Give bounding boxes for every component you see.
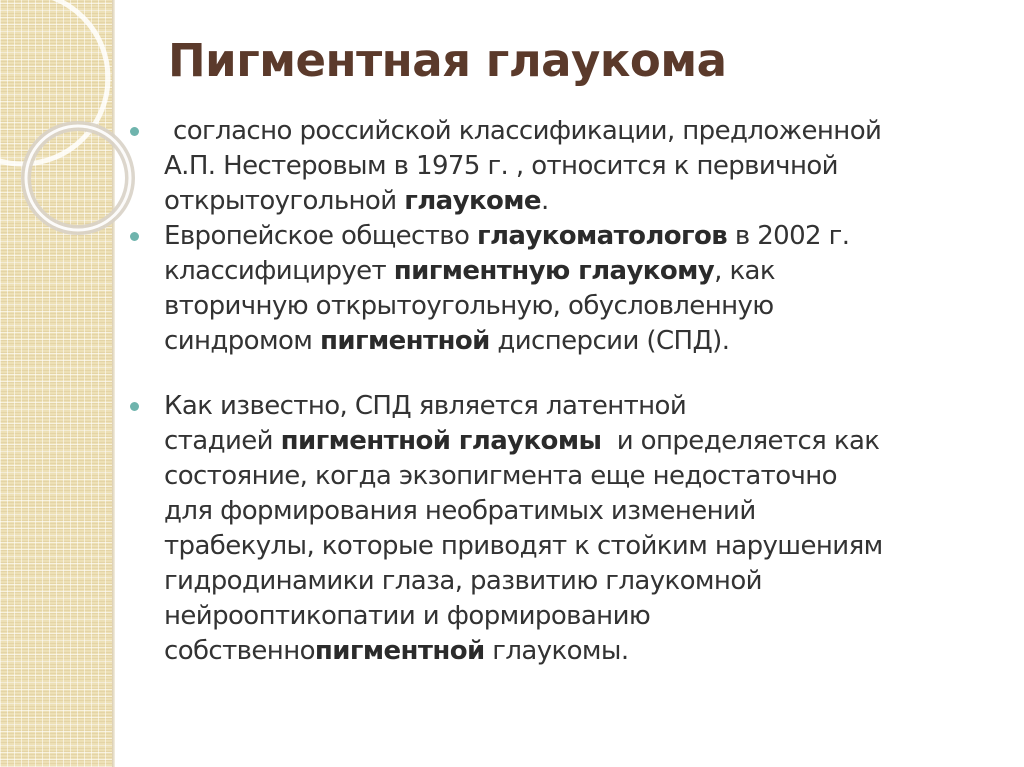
text-fragment: гидродинамики глаза, развитию глаукомной (164, 566, 762, 596)
text-fragment: согласно российской классификации, предложенной (173, 116, 882, 146)
text-fragment: состояние, когда экзопигмента еще недостаточно (164, 461, 837, 491)
bullet-line (164, 529, 1010, 564)
bullet-line (164, 149, 1010, 184)
text-fragment: открытоугольной (164, 186, 405, 216)
bold-term: пигментной (319, 326, 490, 356)
bullet-line (164, 254, 1010, 289)
text-fragment: классифицирует (164, 256, 394, 286)
text-fragment: А.П. Нестеровым в 1975 г. , относится к первичной (164, 151, 838, 181)
bullet-marker (130, 402, 139, 411)
text-fragment: Европейское общество (164, 221, 477, 251)
bullet-line (164, 634, 1010, 669)
text-fragment: дисперсии (СПД). (489, 326, 730, 356)
text-fragment: Как известно, СПД является латентной (164, 391, 687, 421)
text-fragment: стадией (164, 426, 281, 456)
bullet-marker (130, 232, 139, 241)
text-fragment: собственно (164, 636, 315, 666)
bullet-line (164, 184, 1010, 219)
text-fragment: синдромом (164, 326, 320, 356)
text-fragment: , как (714, 256, 775, 286)
large-decorative-circle (0, 0, 108, 164)
slide-content (130, 114, 1010, 669)
bullet-line (164, 219, 1010, 254)
bold-term: глаукоматологов (476, 221, 728, 251)
text-fragment: нейрооптикопатии и формированию (164, 601, 651, 631)
text-fragment: . (540, 186, 549, 216)
bullet-line (164, 324, 1010, 359)
bold-term: пигментную глаукому (393, 256, 715, 286)
bold-term: глаукоме (404, 186, 541, 216)
bold-term: пигментной (314, 636, 485, 666)
text-fragment: в 2002 г. (727, 221, 850, 251)
bullet-line (164, 389, 1010, 424)
text-fragment: трабекулы, которые приводят к стойким нарушениям (164, 531, 883, 561)
slide-title: Пигментная глаукома (168, 34, 727, 87)
decorative-circles (0, 0, 140, 767)
bullet-line (164, 459, 1010, 494)
bullet-line (164, 424, 1010, 459)
bullet-line (164, 494, 1010, 529)
bullet-line (164, 599, 1010, 634)
bullet-classification-russian (130, 114, 1010, 219)
bullet-line (164, 564, 1010, 599)
bullet-classification-european (130, 219, 1010, 359)
bullet-line (164, 289, 1010, 324)
text-fragment: и определяется как (601, 426, 880, 456)
bullet-marker (130, 127, 139, 136)
bullet-spd-latent-stage (130, 389, 1010, 669)
text-fragment: глаукомы. (484, 636, 629, 666)
text-fragment: вторичную открытоугольную, обусловленную (164, 291, 774, 321)
bullet-line (164, 114, 1010, 149)
text-fragment: для формирования необратимых изменений (164, 496, 756, 526)
bold-term: пигментной глаукомы (280, 426, 602, 456)
